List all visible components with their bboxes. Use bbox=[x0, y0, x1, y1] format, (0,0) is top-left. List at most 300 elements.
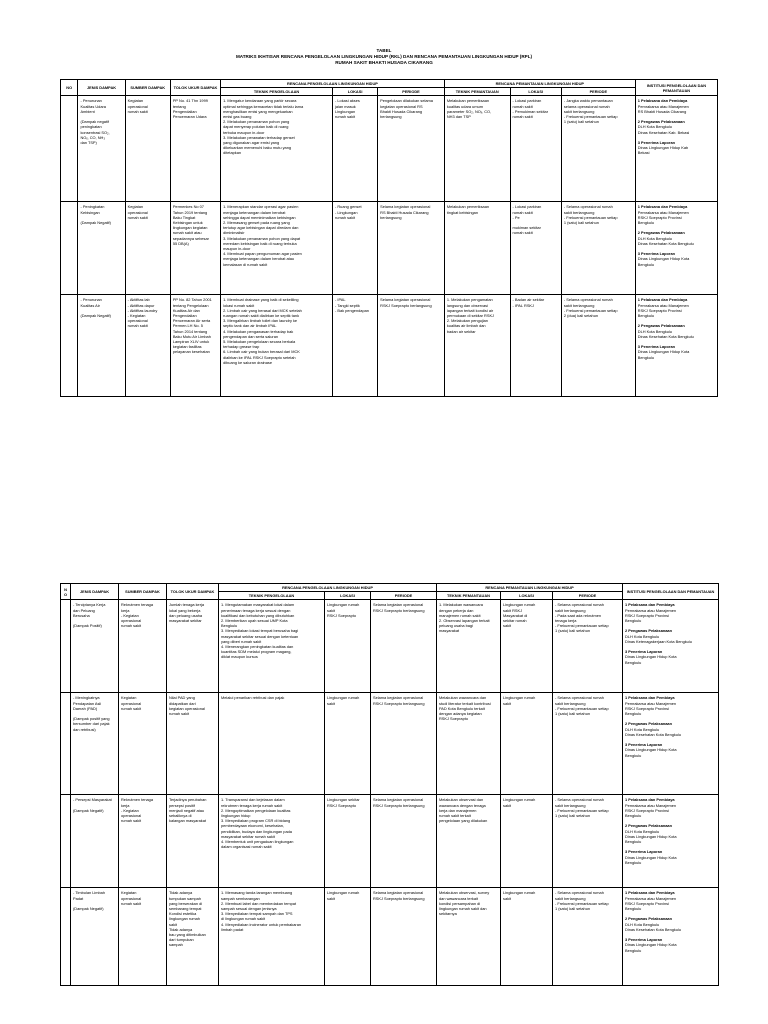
cell-line: masyarakat bbox=[439, 628, 460, 634]
table-row bbox=[61, 795, 719, 888]
col-periode-rpl: PERIODE bbox=[553, 592, 623, 600]
col-institusi: INSTITUSI PENGELOLAAN DAN PEMANTAUAN bbox=[623, 584, 719, 600]
cell-institusi bbox=[623, 888, 719, 986]
cell-line: bau yang ditimbulkan bbox=[169, 932, 206, 938]
cell-line: tumpukan sampah bbox=[169, 895, 202, 901]
cell-line: - Frekuensi pemantauan setiap bbox=[563, 114, 618, 120]
cell-no bbox=[61, 600, 71, 693]
cell-line: dan retribusi) bbox=[73, 726, 96, 732]
cell-line: sakit berlangsung bbox=[563, 108, 595, 114]
cell-line: sakit bbox=[503, 700, 511, 706]
cell-line: DLH Kota Bengkulu bbox=[625, 828, 660, 834]
cell-sumber bbox=[119, 693, 167, 795]
cell-line: Permenkes No 07 bbox=[172, 204, 204, 210]
cell-line: dari tumpukan bbox=[169, 937, 194, 943]
cell-line: masyarakat sekitar sesuai dengan ketentuan bbox=[221, 633, 299, 639]
cell-line: Bekasi bbox=[637, 150, 650, 156]
cell-line: 4. Menerangkan peningkatan kualitas dan bbox=[221, 644, 294, 650]
cell-line: Bengkulu bbox=[625, 618, 642, 624]
cell-line: 1 Pelaksana dan Pembiaya bbox=[637, 98, 688, 104]
cell-line: rumah sakit bbox=[169, 711, 190, 717]
cell-line: - Kegiatan bbox=[121, 612, 139, 618]
cell-line: 4. Membentuk unit pengaduan lingkungan bbox=[221, 839, 294, 845]
cell-line: dalam organisasi rumah sakit bbox=[221, 844, 272, 850]
cell-line: rumah sakit bbox=[127, 108, 148, 114]
cell-line: - Meningkatnya bbox=[73, 695, 100, 701]
cell-institusi bbox=[623, 693, 719, 795]
cell-line: Bengkulu bbox=[637, 354, 655, 360]
cell-line: DLH Kota Bengkulu bbox=[625, 726, 660, 732]
cell-lokasi-pantau bbox=[510, 295, 561, 397]
cell-line: kegiatan operasional bbox=[169, 705, 205, 711]
table-row bbox=[61, 202, 718, 295]
cell-tolok bbox=[167, 600, 219, 693]
cell-lokasi bbox=[325, 600, 371, 693]
cell-line: RSKJ Soeprapto Provinsi bbox=[625, 807, 669, 813]
cell-line: Lingkungan sekitar bbox=[327, 797, 360, 803]
cell-line: manajemen rumah sakit bbox=[439, 612, 481, 618]
cell-line: berlangsung bbox=[380, 214, 402, 220]
cell-line: kemalasan di rumah sakit bbox=[223, 261, 268, 267]
cell-line: Pengendalian bbox=[172, 313, 197, 319]
cell-line: terhadap grease trap bbox=[223, 344, 260, 350]
cell-line: Dinas Lingkungan Hidup Kota bbox=[625, 942, 677, 948]
cell-line: operasional bbox=[127, 209, 148, 215]
cell-line: Kualitas Air dan bbox=[172, 307, 200, 313]
cell-line: dialirkan ke IPAL RSKJ Soeprapto setelah bbox=[223, 354, 296, 360]
cell-periode bbox=[378, 96, 445, 202]
cell-line: optimal sehingga kemacetan tidak terlalu lama bbox=[223, 103, 304, 109]
cell-line: Lingkungan rumah bbox=[503, 695, 536, 701]
cell-line: 3 Penerima Laporan bbox=[637, 140, 675, 146]
cell-line: Kebisingan bbox=[80, 209, 100, 215]
col-sumber-dampak: SUMBER DAMPAK bbox=[119, 584, 167, 600]
cell-line: - Peningkatan bbox=[80, 204, 105, 210]
cell-line: Lingkungan rumah bbox=[503, 797, 536, 803]
cell-line: penerimaan tenaga kerja sesuai dengan bbox=[221, 607, 291, 613]
cell-line: 3. Mengalirkan limbah toilet dan laundry ke bbox=[223, 318, 298, 324]
cell-line: 4. Membuat papan pengumuman agar pasien bbox=[223, 251, 302, 257]
cell-line: 1. Melakukan pengamatan bbox=[446, 297, 493, 303]
cell-line: Bengkulu bbox=[625, 813, 642, 819]
col-jenis-dampak: JENIS DAMPAK bbox=[78, 80, 125, 96]
cell-line: 5. Melakukan pengelolaan secara berkala bbox=[223, 339, 296, 345]
cell-line: 3 Penerima Laporan bbox=[625, 937, 663, 943]
cell-line: 1 (satu) kali setahun bbox=[555, 711, 591, 717]
cell-line: lingkungan hidup bbox=[221, 813, 251, 819]
cell-line: Kondisi estetika bbox=[169, 911, 197, 917]
cell-line: tentang Pengelolaan bbox=[172, 302, 209, 308]
cell-line: RSKJ Soeprapto Provinsi bbox=[625, 612, 669, 618]
cell-line: Selama kegiatan operasional bbox=[373, 797, 424, 803]
cell-institusi bbox=[635, 96, 717, 202]
cell-line: 3. Melakukan perawatan terhadap genset bbox=[223, 134, 295, 140]
cell-line: lingkungan rumah bbox=[169, 916, 200, 922]
cell-lokasi bbox=[325, 795, 371, 888]
cell-line: rumah sakit bbox=[512, 103, 533, 109]
cell-line: sebaliknya di bbox=[169, 813, 192, 819]
cell-line: 3 Penerima Laporan bbox=[637, 251, 675, 257]
cell-line: 3. Menyediakan tempat sampah dan TPS bbox=[221, 911, 293, 917]
cell-line: sekitar rumah bbox=[503, 618, 527, 624]
cell-line: - Selama operasional rumah bbox=[563, 297, 613, 303]
cell-line: dengan pekerja dan bbox=[439, 607, 474, 613]
cell-jenis bbox=[71, 600, 119, 693]
table-row bbox=[61, 888, 719, 986]
cell-line: - Pada saat ada rekrutmen bbox=[555, 612, 602, 618]
cell-line: (Dampak Negatif) bbox=[73, 906, 104, 912]
cell-line: sakit berlangsung bbox=[555, 895, 586, 901]
cell-line: Tidak adanya bbox=[169, 926, 193, 932]
col-group-rkl: RENCANA PENGELOLAAN LINGKUNGAN HIDUP bbox=[219, 584, 437, 592]
cell-periode bbox=[378, 295, 445, 397]
cell-teknik-pantau bbox=[437, 600, 501, 693]
cell-line: dan wawancara terkait bbox=[439, 895, 478, 901]
cell-line: 2 (dua) kali setahun bbox=[563, 313, 599, 319]
cell-line: di lingkungan rumah sakit bbox=[221, 916, 266, 922]
cell-teknik bbox=[221, 295, 333, 397]
cell-line: Melakukan observasi dan bbox=[439, 797, 484, 803]
cell-line: - Persepsi Masyarakat bbox=[73, 797, 112, 803]
cell-line: yang digunakan agar emisi yang bbox=[223, 140, 280, 146]
cell-line: - Jangka waktu pemantauan bbox=[563, 98, 613, 104]
cell-line: Melakukan pemeriksaan bbox=[446, 204, 490, 210]
col-sumber-dampak: SUMBER DAMPAK bbox=[125, 80, 170, 96]
cell-tolok bbox=[167, 795, 219, 888]
col-periode-rkl: PERIODE bbox=[378, 88, 445, 96]
cell-line: 2 Pengawas Pelaksanaan bbox=[625, 628, 672, 634]
cell-line: - Badan air sekitar bbox=[512, 297, 545, 303]
cell-line: tertutup agar kebisingan dapat diredam dan bbox=[223, 225, 299, 231]
cell-line: masyarakat sekitar bbox=[169, 618, 202, 624]
cell-line: rumah sakit bbox=[121, 900, 142, 906]
cell-line: kerja bbox=[121, 607, 130, 613]
col-no: NO bbox=[61, 80, 78, 96]
cell-line: rumah sakit bbox=[512, 230, 533, 236]
cell-line: 1 (satu) kali setahun bbox=[563, 119, 599, 125]
col-group-rkl: RENCANA PENGELOLAAN LINGKUNGAN HIDUP bbox=[221, 80, 445, 88]
cell-line: rumah sakit bbox=[512, 209, 533, 215]
cell-line: 1 Pelaksana dan Pembiaya bbox=[625, 797, 675, 803]
cell-line: 1 (satu) kali setahun bbox=[555, 813, 591, 819]
cell-line: 2 Pengawas Pelaksanaan bbox=[637, 230, 685, 236]
cell-line: Tidak adanya bbox=[169, 890, 193, 896]
cell-lokasi-pantau bbox=[501, 600, 553, 693]
cell-jenis bbox=[78, 202, 125, 295]
cell-line: dapat menyerap polutan baik di ruang bbox=[223, 124, 289, 130]
cell-line: rumah sakit terkait bbox=[439, 813, 471, 819]
cell-line: limbah padat bbox=[221, 926, 244, 932]
cell-line: - Lingkungan bbox=[334, 209, 358, 215]
hospital-name: RUMAH SAKIT BHAKTI HUSADA CIKARANG bbox=[335, 60, 433, 65]
cell-line: - Aktifitas dapur bbox=[127, 302, 155, 308]
cell-line: septic tank dan air limbah IPAL bbox=[223, 323, 277, 329]
cell-line: sakit bbox=[503, 802, 511, 808]
cell-line: DLH Kota Bengkulu bbox=[637, 124, 672, 130]
cell-line: Dinas Lingkungan Hidup Kota bbox=[625, 833, 677, 839]
cell-line: 2. Limbah cair yang berasal dari MCK setelah bbox=[223, 307, 302, 313]
cell-sumber bbox=[119, 888, 167, 986]
cell-periode-pantau bbox=[553, 888, 623, 986]
cell-line: Dinas Lingkungan Hidup Kota bbox=[637, 256, 690, 262]
cell-line: sakit berlangsung bbox=[555, 802, 586, 808]
cell-periode-pantau bbox=[561, 295, 635, 397]
cell-line: kegiatan operasional RS bbox=[380, 103, 423, 109]
cell-line: Pemrakarsa atau Manajemen bbox=[637, 209, 689, 215]
cell-lokasi bbox=[332, 96, 377, 202]
cell-line: rumah sakit bbox=[121, 623, 142, 629]
col-jenis-dampak: JENIS DAMPAK bbox=[71, 584, 119, 600]
cell-line: Dinas Lingkungan Hidup Kota bbox=[637, 349, 690, 355]
cell-line: menghasilkan emisi yang mengeluarkan bbox=[223, 108, 293, 114]
cell-no bbox=[61, 795, 71, 888]
cell-line: Bengkulu bbox=[625, 906, 642, 912]
cell-line: konsentrasi SO₂, bbox=[80, 129, 110, 135]
cell-lokasi bbox=[332, 202, 377, 295]
cell-line: Lingkungan rumah bbox=[503, 602, 536, 608]
cell-jenis bbox=[71, 795, 119, 888]
cell-teknik bbox=[219, 795, 325, 888]
cell-line: peluang usaha bagi bbox=[439, 623, 473, 629]
cell-line: 2. Memasang genset pada ruang yang bbox=[223, 220, 290, 226]
cell-teknik-pantau bbox=[437, 795, 501, 888]
cell-line: - Frekuensi pemantauan setiap bbox=[555, 807, 609, 813]
cell-line: 3 Penerima Laporan bbox=[625, 849, 663, 855]
cell-line: lingkungan kegiatan bbox=[172, 225, 208, 231]
cell-line: Berusaha bbox=[73, 612, 90, 618]
cell-line: Terjadinya perubahan bbox=[169, 797, 207, 803]
cell-line: sakit berlangsung bbox=[563, 302, 595, 308]
cell-periode-pantau bbox=[561, 202, 635, 295]
cell-line: (Dampak Negatif) bbox=[80, 313, 111, 319]
cell-line: 2. Melakukan pengujian bbox=[446, 318, 488, 324]
cell-line: Pendapatan Asli bbox=[73, 700, 102, 706]
cell-line: - Aktifitas lab bbox=[127, 297, 150, 303]
cell-line: kegiatan fasilitas bbox=[172, 344, 202, 350]
cell-lokasi-pantau bbox=[501, 693, 553, 795]
cell-line: Pengelolaan dilakukan selama bbox=[380, 98, 433, 104]
cell-line: menjadi negatif atau bbox=[169, 807, 205, 813]
cell-line: sepadannya sebesar bbox=[172, 235, 209, 241]
cell-line: kuantitas SDM melalui program magang, bbox=[221, 649, 292, 655]
cell-periode-pantau bbox=[553, 795, 623, 888]
cell-institusi bbox=[623, 600, 719, 693]
col-lokasi-rkl: LOKASI bbox=[332, 88, 377, 96]
cell-line: Melakukan pemeriksaan bbox=[446, 98, 490, 104]
cell-line: rekrutmen tenaga kerja rumah sakit bbox=[221, 802, 283, 808]
cell-periode bbox=[371, 795, 437, 888]
cell-line: Selama kegiatan operasional bbox=[380, 297, 431, 303]
cell-teknik bbox=[219, 888, 325, 986]
cell-line: 2 Pengawas Pelaksanaan bbox=[637, 119, 685, 125]
cell-line: 2. Membuat label dan membedakan tempat bbox=[221, 900, 297, 906]
cell-line: - Frekuensi pemantauan setiap bbox=[555, 900, 609, 906]
cell-line: 3 Penerima Laporan bbox=[637, 344, 675, 350]
cell-line: meredam kebisingan baik di ruang terbuka bbox=[223, 240, 297, 246]
cell-line: sekitarnya bbox=[439, 911, 457, 917]
cell-line: sakit bbox=[327, 895, 335, 901]
cell-line: Bengkulu bbox=[625, 859, 642, 865]
cell-line: operasional bbox=[121, 813, 142, 819]
cell-line: operasional bbox=[121, 700, 142, 706]
col-teknik-pemantauan: TEKNIK PEMANTAUAN bbox=[444, 88, 510, 96]
cell-line: ditetapkan bbox=[223, 150, 242, 156]
cell-line: Dinas Kesehatan Kota Bengkulu bbox=[637, 240, 694, 246]
cell-institusi bbox=[623, 795, 719, 888]
cell-line: Rekrutmen tenaga bbox=[121, 602, 154, 608]
cell-line: Lingkungan rumah sakit bbox=[327, 602, 360, 613]
cell-line: ruangan rumah sakit dialirkan ke septik tank bbox=[223, 313, 300, 319]
cell-line: dan peluang usaha bbox=[169, 612, 203, 618]
cell-line: (Dampak Positif) bbox=[73, 623, 102, 629]
cell-line: rumah sakit bbox=[127, 214, 148, 220]
cell-line: Selama kegiatan operasional bbox=[373, 602, 424, 608]
cell-line: dikeluarkan memenuhi baku mutu yang bbox=[223, 145, 292, 151]
cell-line: Bhakti Husada Cikarang bbox=[380, 108, 423, 114]
cell-line: rumah sakit bbox=[121, 705, 142, 711]
cell-line: Kegiatan bbox=[127, 98, 144, 104]
cell-line: dan Peluang bbox=[73, 607, 95, 613]
cell-line: peningkatan bbox=[80, 124, 102, 130]
cell-line: Bengkulu bbox=[637, 220, 655, 226]
cell-line: Bengkulu bbox=[625, 839, 642, 845]
cell-line: 1. Melakukan wawancara bbox=[439, 602, 483, 608]
cell-periode bbox=[371, 600, 437, 693]
col-no: NO bbox=[61, 584, 71, 600]
cell-line: - Penurunan bbox=[80, 98, 102, 104]
cell-line: emisi gas buang bbox=[223, 114, 252, 120]
cell-line: 3. Menyediakan lokasi tempat berusaha bagi bbox=[221, 628, 299, 634]
cell-line: sakit bbox=[503, 895, 511, 901]
table-row bbox=[61, 600, 719, 693]
cell-line: 1. Memasang tanda larangan membuang bbox=[221, 890, 293, 896]
cell-line: 2. Melakukan penanaman pohon yang bbox=[223, 119, 290, 125]
cell-jenis bbox=[78, 295, 125, 397]
cell-periode-pantau bbox=[561, 96, 635, 202]
cell-line: RSKJ Soeprapto bbox=[439, 716, 468, 722]
cell-line: Pemrakarsa atau Manajemen bbox=[637, 302, 689, 308]
cell-no bbox=[61, 295, 78, 397]
cell-line: 2. Mengoptimalkan pengelolaan kualitas bbox=[221, 807, 291, 813]
cell-line: PP No. 41 Thn 1999 bbox=[172, 98, 208, 104]
col-tolok-ukur: TOLOK UKUR DAMPAK bbox=[167, 584, 219, 600]
cell-line: Bengkulu bbox=[637, 313, 655, 319]
cell-line: DLH Kota Bengkulu bbox=[637, 235, 672, 241]
cell-line: RSKJ Soeprapto berlangsung bbox=[373, 895, 425, 901]
cell-line: pemberdayaan ekonomi, kesehatan, bbox=[221, 823, 284, 829]
cell-tolok bbox=[170, 202, 220, 295]
cell-line: (Dampak Negatif) bbox=[80, 220, 111, 226]
cell-line: DLH Kota Bengkulu bbox=[637, 328, 672, 334]
cell-line: DLH Kota Bengkulu bbox=[625, 633, 660, 639]
cell-line: 1 Pelaksana dan Pembiaya bbox=[625, 890, 675, 896]
cell-line: dan TSP) bbox=[80, 140, 97, 146]
cell-line: - Selama operasional rumah bbox=[563, 204, 613, 210]
cell-line: Selama kegiatan operasional bbox=[373, 695, 424, 701]
cell-line: lingkungan rumah sakit dan bbox=[439, 906, 487, 912]
cell-line: langsung dan observasi bbox=[446, 302, 488, 308]
cell-line: bersumber dari pajak bbox=[73, 721, 110, 727]
col-lokasi-rkl: LOKASI bbox=[325, 592, 371, 600]
cell-no bbox=[61, 96, 78, 202]
cell-lokasi-pantau bbox=[501, 795, 553, 888]
cell-line: Bengkulu bbox=[221, 623, 238, 629]
cell-teknik-pantau bbox=[444, 202, 510, 295]
cell-line: 2 Pengawas Pelaksanaan bbox=[625, 823, 672, 829]
cell-line: rumah sakit bbox=[512, 114, 533, 120]
cell-line: 2 Pengawas Pelaksanaan bbox=[625, 916, 672, 922]
cell-institusi bbox=[635, 202, 717, 295]
cell-line: - Pe bbox=[512, 214, 520, 220]
cell-line: kalangan masyarakat bbox=[169, 818, 206, 824]
cell-line: PAD Kota Bengkulu terkait bbox=[439, 705, 485, 711]
cell-periode-pantau bbox=[553, 600, 623, 693]
cell-lokasi bbox=[332, 295, 377, 397]
cell-line: - Tangki septik bbox=[334, 302, 360, 308]
cell-line: RSKJ Soeprapto berlangsung bbox=[373, 700, 425, 706]
cell-line: Melalui penarikan retribusi dan pajak bbox=[221, 695, 285, 701]
cell-line: Tahun 2019 tentang bbox=[172, 209, 208, 215]
cell-line: pendidikan, budaya dan lingkungan pada bbox=[221, 828, 292, 834]
cell-line: sakit bbox=[327, 700, 335, 706]
col-group-rpl: RENCANA PEMANTAUAN LINGKUNGAN HIDUP bbox=[444, 80, 635, 88]
cell-line: Baku Tingkat bbox=[172, 214, 196, 220]
cell-line: Padat bbox=[73, 895, 84, 901]
cell-line: kualifikasi dan kebutuhan yang dibutuhkan bbox=[221, 612, 295, 618]
cell-line: RS Bhakti Husada Cikarang bbox=[637, 108, 687, 114]
cell-line: - Pemukiman sekitar bbox=[512, 108, 549, 114]
cell-line: 6. Limbah cair yang bukan berasal dari MCK bbox=[223, 349, 300, 355]
cell-line: - Penurunan bbox=[80, 297, 102, 303]
table-subtitle: MATRIKS IKHTISAR RENCANA PENGELOLAAN LINGKUNGAN HIDUP (RKL) DAN RENCANA PEMANTAUAN LINGKUNGAN HIDUP (RPL) bbox=[235, 54, 533, 59]
cell-line: lapangan terkait kondisi air bbox=[446, 307, 494, 313]
cell-sumber bbox=[125, 96, 170, 202]
cell-line: Melakukan observasi, survey bbox=[439, 890, 490, 896]
cell-teknik-pantau bbox=[444, 96, 510, 202]
cell-line: rumah sakit atau bbox=[172, 230, 202, 236]
cell-lokasi-pantau bbox=[501, 888, 553, 986]
cell-line: operasional bbox=[127, 318, 148, 324]
cell-line: - Timbulan Limbah bbox=[73, 890, 106, 896]
cell-line: 3 Penerima Laporan bbox=[625, 742, 663, 748]
cell-line: - Selama operasional rumah bbox=[555, 797, 604, 803]
cell-line: operasional bbox=[121, 618, 142, 624]
table-row bbox=[61, 693, 719, 795]
cell-line: 3. Menyediakan program CSR di bidang bbox=[221, 818, 291, 824]
cell-line: Kegiatan bbox=[121, 890, 137, 896]
cell-teknik bbox=[221, 96, 333, 202]
cell-line: - Ruang genset bbox=[334, 204, 362, 210]
cell-line: jalan masuk bbox=[334, 103, 356, 109]
cell-line: Lingkungan rumah bbox=[503, 890, 536, 896]
cell-line: Kualitas Air bbox=[80, 302, 100, 308]
cell-line: diklat maupun kursus bbox=[221, 654, 258, 660]
cell-line: - Frekuensi pemantauan setiap bbox=[563, 214, 618, 220]
cell-line: studi literatur terkait kontribusi bbox=[439, 700, 491, 706]
cell-line: DLH Kota Bengkulu bbox=[625, 921, 660, 927]
cell-periode bbox=[371, 693, 437, 795]
cell-line: yang berserakan di bbox=[169, 900, 203, 906]
table-2-body bbox=[61, 600, 719, 986]
cell-line: Dinas Lingkungan Hidup Kota bbox=[625, 854, 677, 860]
cell-line: dengan adanya kegiatan bbox=[439, 711, 482, 717]
cell-line: persepsi positif bbox=[169, 802, 195, 808]
cell-line: Selama kegiatan operasional bbox=[380, 204, 431, 210]
cell-line: Bengkulu bbox=[625, 947, 642, 953]
cell-line: masyarakat sekitar rumah sakit bbox=[221, 833, 275, 839]
cell-jenis bbox=[71, 888, 119, 986]
cell-teknik-pantau bbox=[444, 295, 510, 397]
